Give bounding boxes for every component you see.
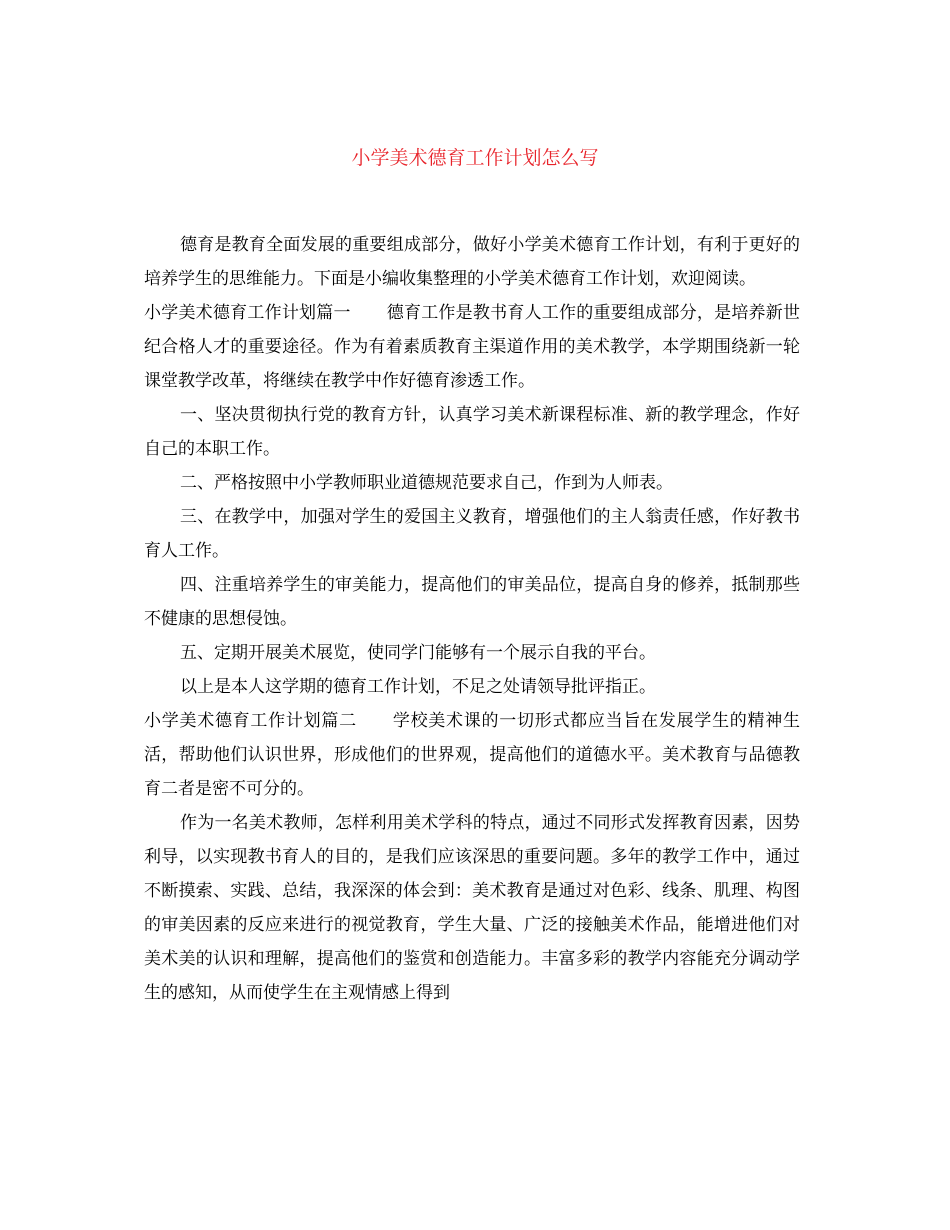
document-body [144,228,800,1010]
paragraph-text: 四、注重培养学生的审美能力，提高他们的审美品位，提高自身的修养，抵制那些不健康的思想侵蚀。 [144,575,800,629]
paragraph-text: 德育是教育全面发展的重要组成部分，做好小学美术德育工作计划，有利于更好的培养学生的思维能力。下面是小编收集整理的小学美术德育工作计划，欢迎阅读。 [144,235,800,289]
paragraph-item-one [144,398,800,466]
paragraph-section-one [144,296,800,398]
paragraph-text: 三、在教学中，加强对学生的爱国主义教育，增强他们的主人翁责任感，作好教书育人工作。 [144,507,800,561]
section-heading-two: 小学美术德育工作计划篇二 [144,711,357,731]
paragraph-item-three [144,500,800,568]
paragraph-section-two [144,704,800,806]
paragraph-body [144,806,800,1010]
paragraph-item-two [144,466,800,500]
paragraph-text: 二、严格按照中小学教师职业道德规范要求自己，作到为人师表。 [180,473,673,493]
paragraph-text: 作为一名美术教师，怎样利用美术学科的特点，通过不同形式发挥教育因素，因势利导，以实现教书育人的目的，是我们应该深思的重要问题。多年的教学工作中，通过不断摸索、实践、总结，我深深的体会到：美术教育是通过对色彩、线条、肌理、构图的审美因素的反应来进行的视觉教育，学生大量、广泛的接触美术作品，能增进他们对美术美的认识和理解，提高他们的鉴赏和创造能力。丰富多彩的教学内容能充分调动学生的感知，从而使学生在主观情感上得到 [144,813,800,1003]
paragraph-text: 一、坚决贯彻执行党的教育方针，认真学习美术新课程标准、新的教学理念，作好自己的本职工作。 [144,405,800,459]
paragraph-closing [144,670,800,704]
paragraph-text: 德育工作是教书育人工作的重要组成部分，是培养新世纪合格人才的重要途径。作为有着素质教育主渠道作用的美术教学，本学期围绕新一轮课堂教学改革，将继续在教学中作好德育渗透工作。 [144,303,801,391]
paragraph-text: 学校美术课的一切形式都应当旨在发展学生的精神生活，帮助他们认识世界，形成他们的世界观，提高他们的道德水平。美术教育与品德教育二者是密不可分的。 [144,711,801,799]
paragraph-text: 以上是本人这学期的德育工作计划，不足之处请领导批评指正。 [180,677,656,697]
paragraph-item-four [144,568,800,636]
paragraph-item-five [144,636,800,670]
page-title: 小学美术德育工作计划怎么写 [351,147,599,169]
paragraph-text: 五、定期开展美术展览，使同学门能够有一个展示自我的平台。 [180,643,656,663]
section-heading-one: 小学美术德育工作计划篇一 [144,303,351,323]
paragraph-intro [144,228,800,296]
